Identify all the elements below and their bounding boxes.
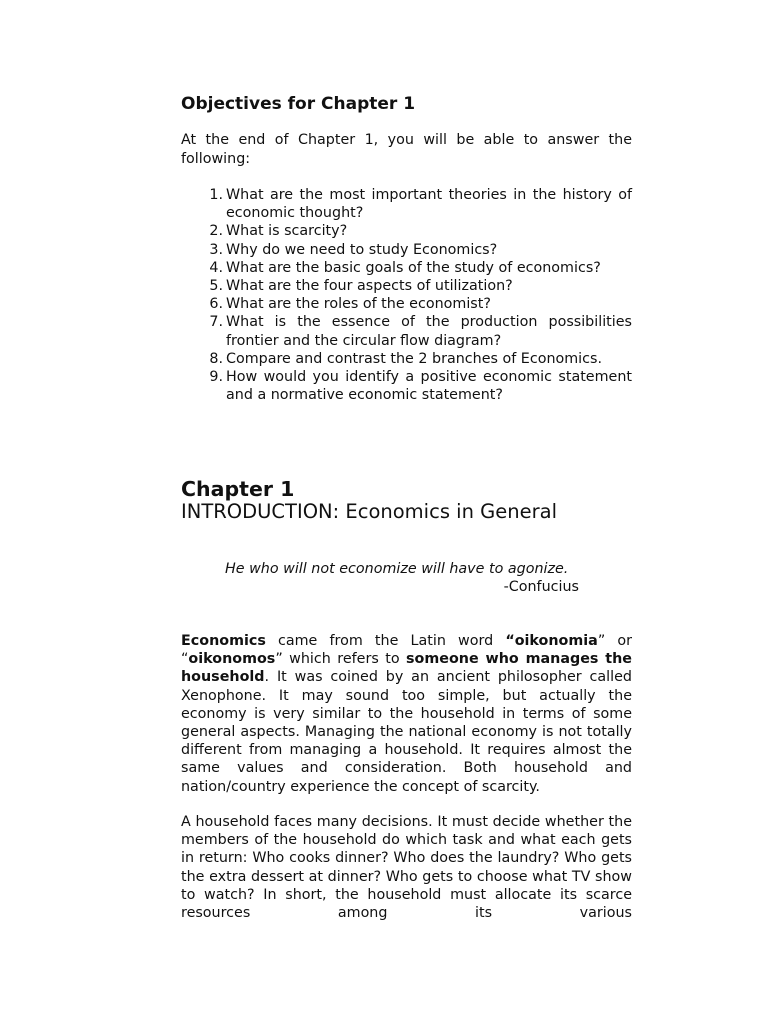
paragraph-economics-origin	[181, 632, 632, 796]
objectives-heading: Objectives for Chapter 1	[181, 94, 416, 114]
paragraph-text: ” or “	[181, 633, 633, 668]
list-number: 6.	[209, 296, 223, 313]
chapter-title: Chapter 1	[181, 477, 295, 501]
paragraph-text: ” which refers to	[275, 651, 407, 668]
list-number: 2.	[209, 223, 223, 240]
list-number: 8.	[209, 350, 223, 367]
quote-text: He who will not economize will have to agonize.	[225, 561, 569, 577]
list-number: 4.	[209, 259, 223, 276]
list-text: Compare and contrast the 2 branches of Economics.	[226, 350, 603, 367]
quote-author: -Confucius	[503, 579, 579, 595]
list-item	[181, 241, 632, 259]
list-item	[181, 186, 632, 222]
list-text: Why do we need to study Economics?	[226, 241, 498, 258]
list-item	[181, 277, 632, 295]
list-text: How would you identify a positive economic statement and a normative economic statement?	[226, 369, 632, 404]
list-text: What is scarcity?	[226, 223, 348, 240]
bold-term: someone who manages the household	[181, 651, 632, 686]
list-item	[181, 295, 632, 313]
list-item	[181, 350, 632, 368]
list-number: 1.	[209, 187, 223, 203]
paragraph-text: . It was coined by an ancient philosopher called Xenophone. It may sound too simple, but actually the economy is very similar to the household in terms of some general aspects. Managing the national economy is not totally different from managing a household. It requires almost the same values and consideration. Both household and nation/country experience the concept of scarcity.	[181, 669, 632, 795]
list-text: What are the four aspects of utilization?	[226, 278, 513, 295]
objectives-intro: At the end of Chapter 1, you will be able to answer the following:	[181, 132, 632, 167]
list-text: What is the essence of the production possibilities frontier and the circular flow diagram?	[226, 314, 632, 349]
list-item	[181, 259, 632, 277]
list-text: What are the roles of the economist?	[226, 296, 491, 313]
bold-term: Economics	[181, 633, 266, 649]
paragraph-text: came from the Latin word	[265, 633, 506, 649]
objectives-list	[181, 186, 632, 404]
list-number: 9.	[209, 369, 223, 386]
list-number: 7.	[209, 314, 223, 331]
list-item	[181, 368, 632, 404]
bold-term: oikonomos	[188, 651, 276, 668]
list-text: What are the basic goals of the study of economics?	[226, 259, 601, 276]
paragraph-text: A household faces many decisions. It must decide whether the members of the household do which task and what each gets in return: Who cooks dinner? Who does the laundry? Who gets the extra dessert at dinner? Who gets to choose what TV show to watch? In short, the household must allocate its scarce resources among its various	[181, 814, 632, 922]
list-text: What are the most important theories in the history of economic thought?	[226, 187, 632, 222]
list-item	[181, 313, 632, 349]
list-number: 3.	[209, 241, 223, 258]
bold-term: “oikonomia	[505, 633, 598, 649]
list-number: 5.	[209, 278, 223, 295]
chapter-subtitle: INTRODUCTION: Economics in General	[181, 500, 557, 523]
paragraph-household-decisions	[181, 813, 632, 922]
list-item	[181, 222, 632, 240]
